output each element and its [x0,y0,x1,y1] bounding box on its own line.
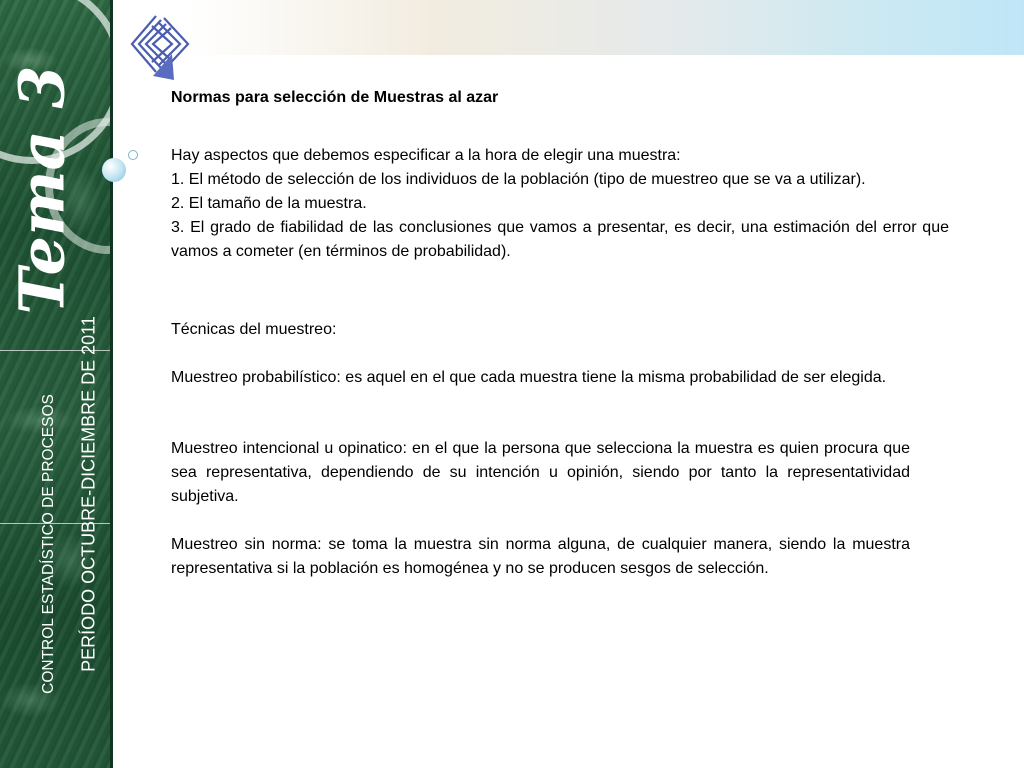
intro-line: 2. El tamaño de la muestra. [171,195,367,212]
marble-sidebar [0,0,113,768]
header-band [113,0,1024,55]
paragraph-probabilistico: Muestreo probabilístico: es aquel en el que cada muestra tiene la misma probabilidad de ser elegida. [171,369,887,386]
intro-line: 1. El método de selección de los individuos de la población (tipo de muestreo que se va a utilizar). [171,171,866,188]
intro-line: Hay aspectos que debemos especificar a la hora de elegir una muestra: [171,147,681,164]
bubble-ornament [102,158,126,182]
bullet-circle-icon [128,150,138,160]
slide-title: Normas para selección de Muestras al azar [171,89,499,106]
paragraph-sin-norma: Muestreo sin norma: se toma la muestra sin norma alguna, de cualquier manera, siendo la muestra representativa si la población es homogénea y no se producen sesgos de selección. [171,536,910,577]
course-title: CONTROL ESTADÍSTICO DE PROCESOS [40,394,57,694]
period-label: PERÍODO OCTUBRE-DICIEMBRE DE 2011 [78,316,99,672]
paragraph-intencional: Muestreo intencional u opinatico: en el que la persona que selecciona la muestra es quien procura que sea representativa, dependiendo de su intención u opinión, siendo por tanto la representatividad subjetiva. [171,440,910,505]
tecnicas-heading: Técnicas del muestreo: [171,321,337,338]
university-logo-icon [126,14,194,84]
topic-label: Tema 3 [5,65,79,315]
intro-line: 3. El grado de fiabilidad de las conclusiones que vamos a presentar, es decir, una estimación del error que vamos a cometer (en términos de probabilidad). [171,219,949,260]
intro-block [171,144,949,264]
